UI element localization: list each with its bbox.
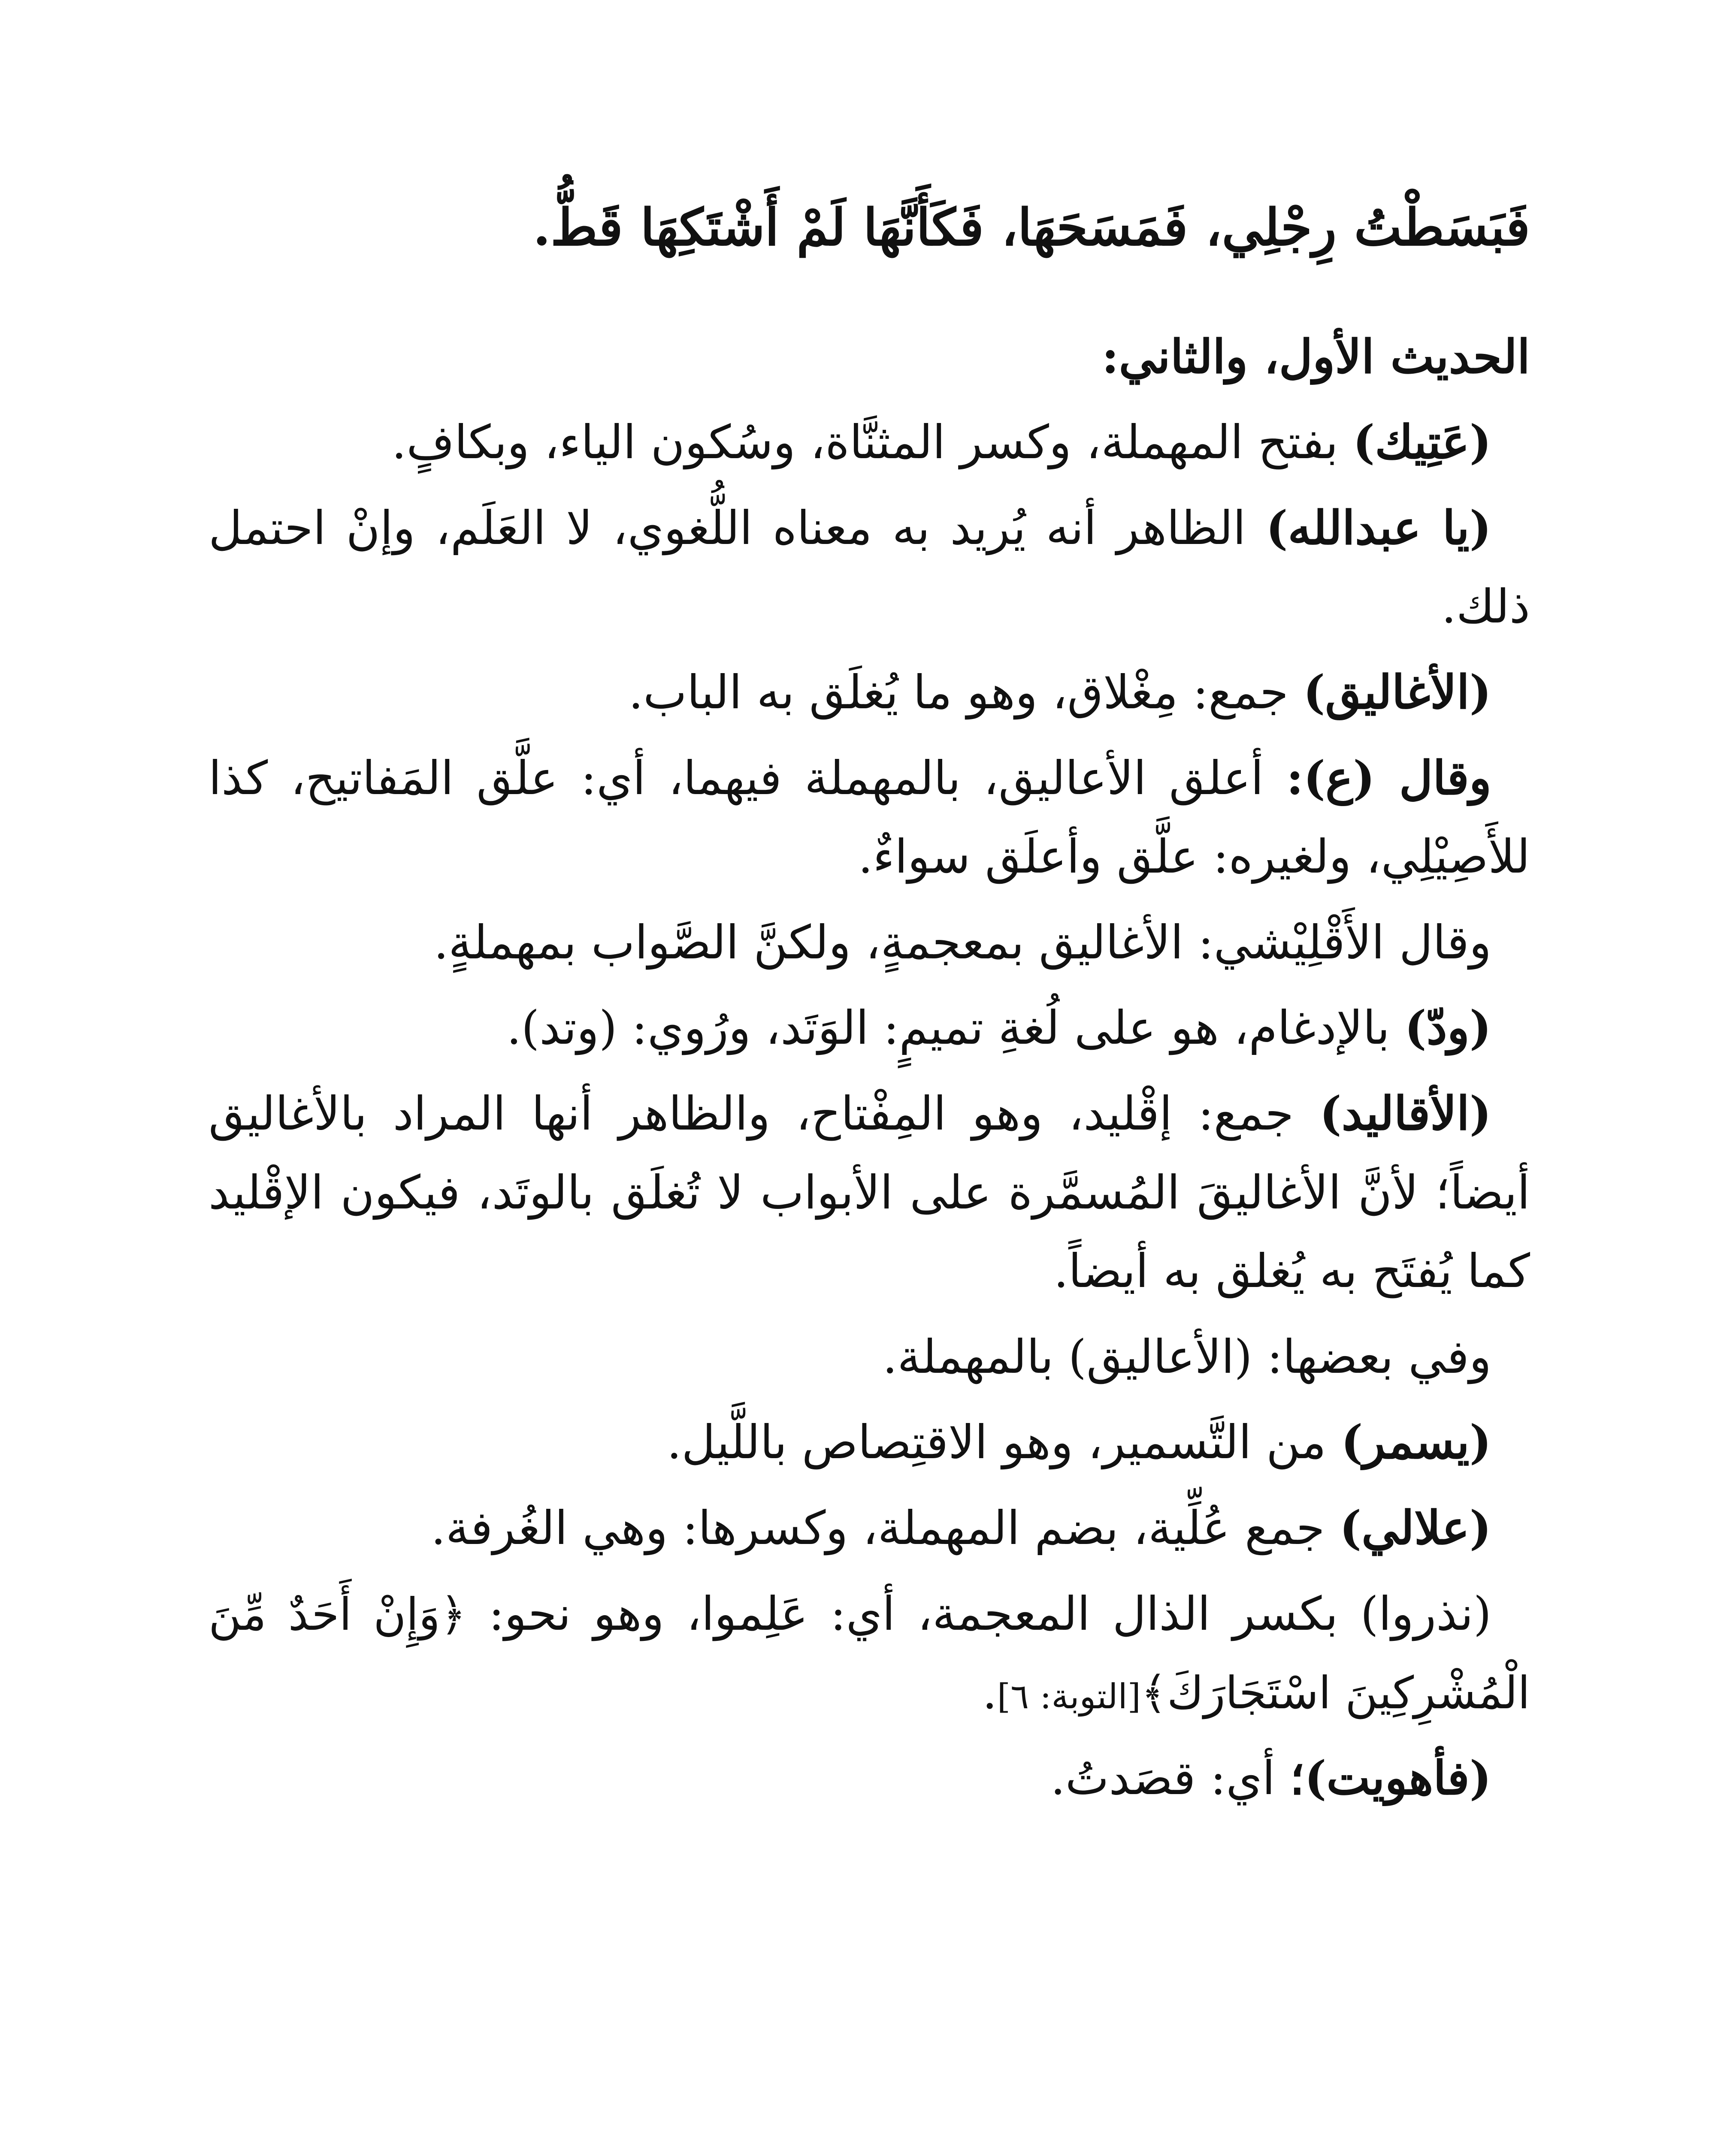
entry-yasmur <box>209 1403 1530 1482</box>
entry-term: (يا عبدالله) <box>1266 501 1491 555</box>
entry-text: وفي بعضها: (الأعاليق) بالمهملة. <box>883 1330 1491 1384</box>
quran-verse: ﴿وَإِنْ أَحَدٌ مِّنَ الْمُشْرِكِينَ اسْتَجَارَكَ﴾ <box>209 1588 1530 1719</box>
entry-fi-baadiha <box>209 1318 1530 1397</box>
page-body <box>209 184 1530 1825</box>
entry-term: (عَتِيك) <box>1353 415 1491 470</box>
quran-reference: [التوبة: ٦] <box>997 1677 1141 1717</box>
entry-al-aqleeshi <box>209 903 1530 982</box>
entry-text: جمع: إقْليد، وهو المِفْتاح، والظاهر أنها المراد بالأغاليق أيضاً؛ لأنَّ الأغاليقَ المُسمَّرة على الأبواب لا تُغلَق بالوتَد، فيكون الإقْليد كما يُفتَح به يُغلق به أيضاً. <box>209 1087 1530 1299</box>
entry-alali <box>209 1489 1530 1568</box>
entry-text: أي: قصَدتُ. <box>1050 1751 1290 1805</box>
entry-term: (الأغاليق) <box>1303 665 1491 719</box>
entry-term: وقال (ع): <box>1286 751 1492 805</box>
entry-text: الظاهر أنه يُريد به معناه اللُّغوي، لا العَلَم، وإنْ احتمل ذلك. <box>209 501 1530 634</box>
section-heading: الحديث الأول، والثاني: <box>1101 329 1530 384</box>
entry-term: (علالي) <box>1339 1501 1491 1555</box>
entry-term: (الأقاليد) <box>1319 1086 1491 1141</box>
entry-text: وقال الأَقْلِيْشي: الأغاليق بمعجمةٍ، ولكنَّ الصَّواب بمهملةٍ. <box>433 915 1491 970</box>
entry-text: أعلق الأعاليق، بالمهملة فيهما، أي: علَّق المَفاتيح، كذا للأَصِيْلِي، ولغيره: علَّق وأعلَق سواءٌ. <box>209 751 1530 884</box>
entry-text: من التَّسمير، وهو الاقتِصاص باللَّيل. <box>667 1416 1341 1470</box>
entry-al-aqaleed <box>209 1075 1530 1311</box>
entry-term: (يسمر) <box>1341 1415 1491 1470</box>
entry-wadd <box>209 989 1530 1068</box>
entry-qal-ain <box>209 739 1530 897</box>
entry-al-aghaleeq <box>209 653 1530 732</box>
entry-text: بفتح المهملة، وكسر المثنَّاة، وسُكون الياء، وبكافٍ. <box>391 416 1353 470</box>
entry-ateek <box>209 403 1530 482</box>
entry-fa-ahwaytu <box>209 1739 1530 1818</box>
entry-nadhiru <box>209 1575 1530 1732</box>
entry-text: بالإدغام، هو على لُغةِ تميمٍ: الوَتَد، ورُوي: (وتد). <box>506 1001 1405 1055</box>
entry-text: (نذروا) بكسر الذال المعجمة، أي: عَلِموا، وهو نحو: <box>466 1587 1491 1641</box>
entry-ya-abdallah <box>209 489 1530 647</box>
entry-term: (فأهويت)؛ <box>1290 1751 1491 1805</box>
hadith-ending-line: فَبَسَطْتُ رِجْلِي، فَمَسَحَهَا، فَكَأَنَّهَا لَمْ أَشْتَكِهَا قَطُّ. <box>533 197 1530 257</box>
entry-term: (ودّ) <box>1404 1001 1491 1055</box>
entry-tail: . <box>982 1666 997 1720</box>
entry-text: جمع: مِغْلاق، وهو ما يُغلَق به الباب. <box>628 665 1304 719</box>
entry-text: جمع عُلِّية، بضم المهملة، وكسرها: وهي الغُرفة. <box>431 1501 1340 1555</box>
